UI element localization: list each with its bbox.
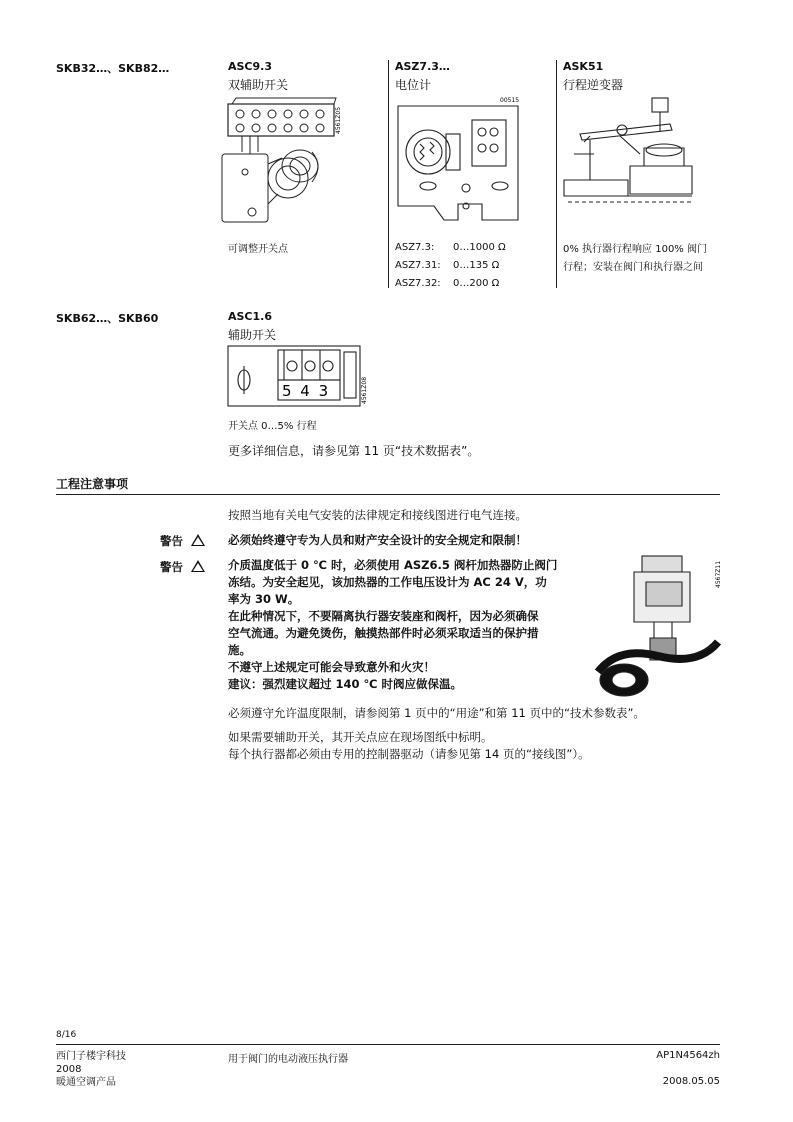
ask51-illustration: [560, 94, 700, 212]
asc16-subtitle: 辅助开关: [228, 328, 277, 342]
spec-row: [395, 256, 506, 274]
spec-model: ASZ7.31:: [395, 259, 441, 271]
warning-1-label: [160, 533, 205, 549]
asc93-illustration: [222, 94, 348, 230]
page-number: 8/16: [56, 1030, 77, 1040]
asc16-title: ASC1.6: [228, 310, 272, 323]
more-info-text: 更多详细信息，请参见第 11 页“技术数据表”。: [228, 444, 480, 458]
ask51-subtitle: 行程逆变器: [563, 78, 624, 92]
warning-label: 警告: [160, 560, 183, 574]
footer-division: 暖通空调产品: [56, 1077, 116, 1088]
footer-doc-title: 用于阀门的电动液压执行器: [228, 1054, 348, 1065]
footer-rule: [56, 1044, 720, 1045]
footer-date: 2008.05.05: [662, 1076, 720, 1087]
asc93-subtitle: 双辅助开关: [228, 78, 289, 92]
row1-label: SKB32…、SKB82…: [56, 62, 170, 75]
warning-triangle-icon: [191, 534, 205, 546]
note-2: 如果需要辅助开关，其开关点应在现场图纸中标明。: [228, 730, 493, 744]
footer-doc-id: AP1N4564zh: [656, 1050, 720, 1061]
asc16-code: 4561Z08: [361, 376, 368, 404]
asz73-spec-table: [395, 238, 506, 292]
warning-label: 警告: [160, 534, 183, 548]
ask51-caption-line1: 0% 执行器行程响应 100% 阀门: [563, 244, 707, 255]
warning-2-line: 不遵守上述规定可能会导致意外和火灾！: [228, 660, 435, 674]
asz73-subtitle: 电位计: [395, 78, 432, 92]
row2-label: SKB62…、SKB60: [56, 312, 159, 325]
asc93-code: 4561Z05: [335, 106, 342, 134]
warning-2-text: [228, 557, 580, 693]
ask51-caption-line2: 行程；安装在阀门和执行器之间: [563, 262, 703, 273]
asz73-illustration: [394, 94, 524, 226]
section-heading: 工程注意事项: [56, 477, 129, 491]
asc93-caption: 可调整开关点: [228, 244, 288, 255]
warning-2-line: 建议：强烈建议超过 140 ℃ 时阀应做保温。: [228, 677, 462, 691]
note-1: 必须遵守允许温度限制，请参阅第 1 页中的“用途”和第 11 页中的“技术参数表”。: [228, 706, 645, 720]
note-3: 每个执行器都必须由专用的控制器驱动（请参见第 14 页的“接线图”）。: [228, 747, 590, 761]
spec-range: 0…135 Ω: [453, 259, 500, 271]
footer-left: [56, 1050, 126, 1089]
asc16-illustration: [226, 344, 366, 410]
figure-code: 4567Z11: [715, 560, 722, 588]
spec-range: 0…200 Ω: [453, 277, 500, 289]
warning-2-line: 率为 30 W。: [228, 592, 300, 606]
asc93-title: ASC9.3: [228, 60, 272, 73]
ask51-title: ASK51: [563, 60, 604, 73]
warning-triangle-icon: [191, 560, 205, 572]
spec-row: [395, 274, 506, 292]
warning-2-line: 在此种情况下，不要隔离执行器安装座和阀杆，因为必须确保: [228, 609, 539, 623]
spec-model: ASZ7.3:: [395, 241, 435, 253]
divider-1: [388, 60, 389, 288]
asc16-caption: 开关点 0…5% 行程: [228, 421, 317, 432]
warning-2-line: 介质温度低于 0 ℃ 时，必须使用 ASZ6.5 阀杆加热器防止阀门: [228, 558, 558, 572]
warning-2-label: [160, 559, 205, 575]
footer-company: 西门子楼宇科技: [56, 1051, 126, 1062]
spec-row: [395, 238, 506, 256]
section-rule: [56, 494, 720, 495]
footer-year: 2008: [56, 1064, 82, 1075]
spec-range: 0…1000 Ω: [453, 241, 506, 253]
warning-2-line: 施。: [228, 643, 251, 657]
asz73-title: ASZ7.3…: [395, 60, 450, 73]
asc16-terminals: 5 4 3: [282, 382, 331, 400]
warning-1-text: 必须始终遵守专为人员和财产安全设计的安全规定和限制！: [228, 533, 527, 547]
intro-text: 按照当地有关电气安装的法律规定和接线图进行电气连接。: [228, 508, 527, 522]
divider-2: [556, 60, 557, 288]
spec-model: ASZ7.32:: [395, 277, 441, 289]
asz73-code: 00515: [500, 97, 520, 104]
stem-heater-illustration: [594, 552, 724, 700]
warning-2-line: 空气流通。为避免烫伤，触摸热部件时必须采取适当的保护措: [228, 626, 539, 640]
warning-2-line: 冻结。为安全起见，该加热器的工作电压设计为 AC 24 V，功: [228, 575, 547, 589]
